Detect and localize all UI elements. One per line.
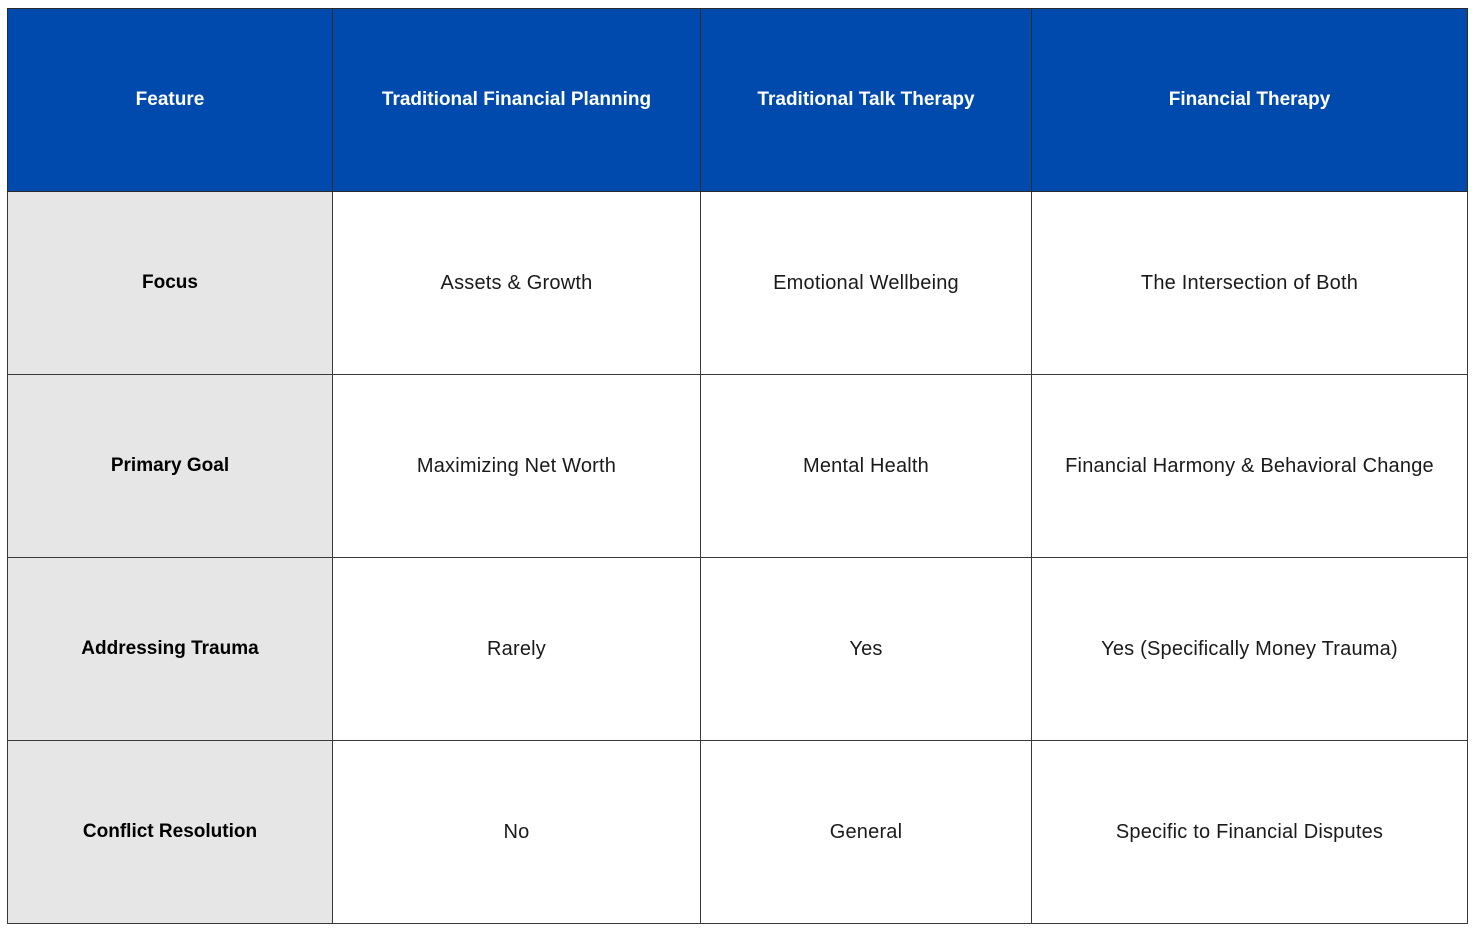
table-cell: General [701, 741, 1032, 924]
table-row [8, 192, 1468, 375]
row-feature-label: Focus [8, 192, 333, 375]
header-traditional-talk-therapy: Traditional Talk Therapy [701, 9, 1032, 192]
header-financial-therapy: Financial Therapy [1032, 9, 1468, 192]
row-feature-label: Primary Goal [8, 375, 333, 558]
table-cell: Specific to Financial Disputes [1032, 741, 1468, 924]
table-row [8, 741, 1468, 924]
table-cell: Maximizing Net Worth [333, 375, 701, 558]
row-feature-label: Addressing Trauma [8, 558, 333, 741]
table-cell: Yes [701, 558, 1032, 741]
table-cell: Yes (Specifically Money Trauma) [1032, 558, 1468, 741]
table-row [8, 558, 1468, 741]
table-cell: The Intersection of Both [1032, 192, 1468, 375]
table-header-row [8, 9, 1468, 192]
comparison-table-container [7, 8, 1467, 923]
table-cell: Assets & Growth [333, 192, 701, 375]
comparison-table [7, 8, 1468, 924]
table-cell: No [333, 741, 701, 924]
table-cell: Emotional Wellbeing [701, 192, 1032, 375]
table-cell: Rarely [333, 558, 701, 741]
row-feature-label: Conflict Resolution [8, 741, 333, 924]
table-cell: Financial Harmony & Behavioral Change [1032, 375, 1468, 558]
table-cell: Mental Health [701, 375, 1032, 558]
table-row [8, 375, 1468, 558]
header-feature: Feature [8, 9, 333, 192]
header-traditional-financial-planning: Traditional Financial Planning [333, 9, 701, 192]
